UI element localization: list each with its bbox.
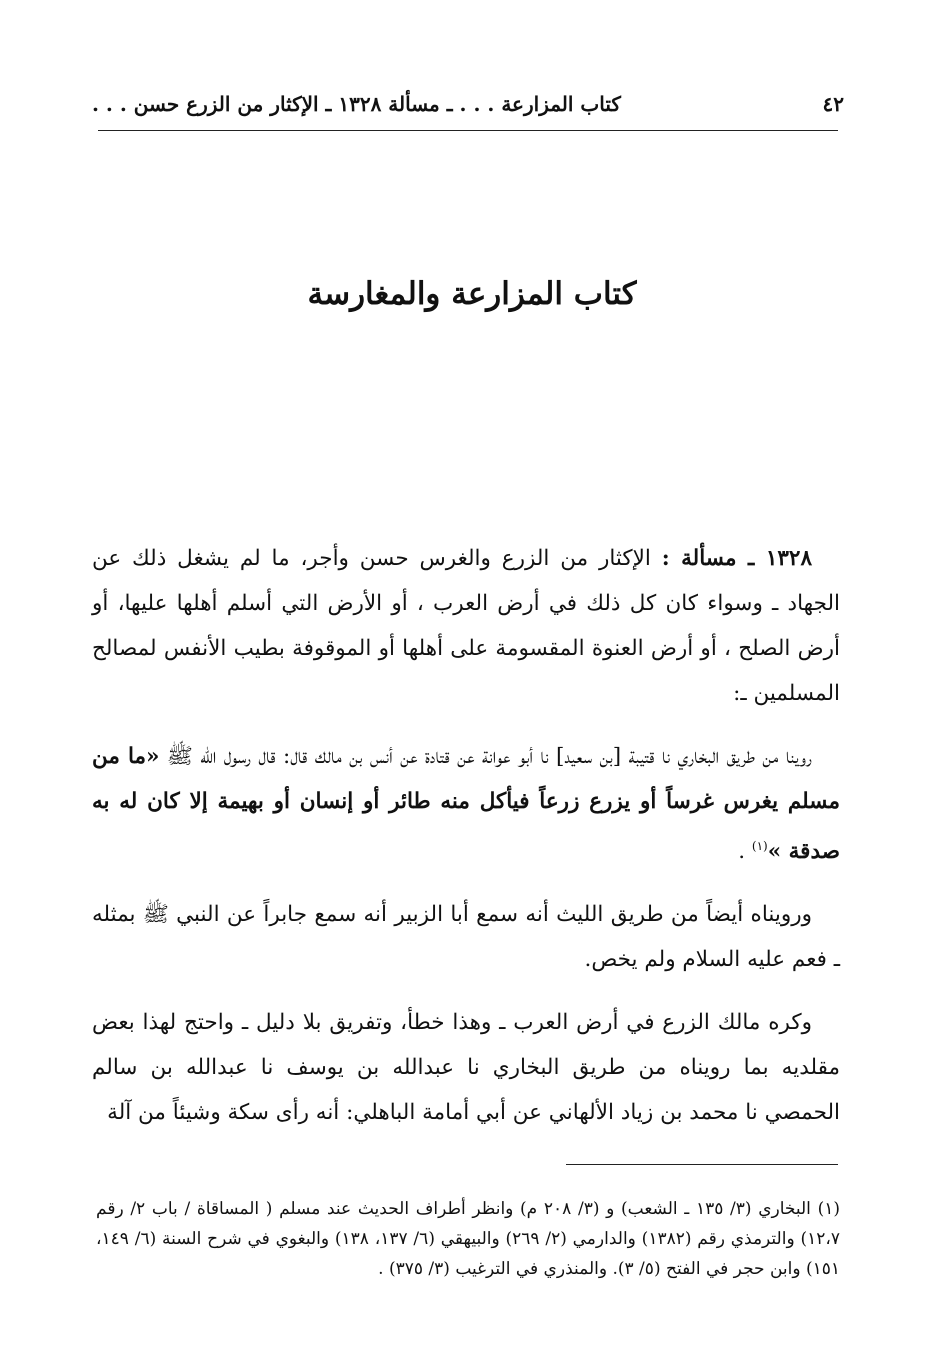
paragraph-2-end: . xyxy=(738,839,752,865)
running-header xyxy=(92,86,844,122)
paragraph-3: ورويناه أيضاً من طريق الليث أنه سمع أبا الزبير أنه سمع جابراً عن النبي ﷺ بمثله ـ فعم عليه السلام ولم يخص. xyxy=(92,902,840,973)
footnote-ref: (١) xyxy=(751,839,768,853)
footnote-1: (١) البخاري (٣/ ١٣٥ ـ الشعب) و (٣/ ٢٠٨ م) وانظر أطراف الحديث عند مسلم ( المساقاة / باب ٢/ رقم ١٢،٧) والترمذي رقم (١٣٨٢) والدارمي (٢/ ٢٦٩) والبيهقي (٦/ ١٣٧، ١٣٨) والبغوي في شرح السنة (٦/ ١٤٩، ١٥١) وابن حجر في الفتح (٥/ ٣). والمنذري في الترغيب (٣/ ٣٧٥) . xyxy=(96,1199,840,1279)
page-number: ٤٢ xyxy=(822,92,844,116)
footnotes xyxy=(96,1194,840,1284)
hadith-quote: «ما من مسلم يغرس غرساً أو يزرع زرعاً فيأكل منه طائر أو إنسان أو بهيمة إلا كان له به صدقة » xyxy=(92,744,840,865)
paragraph-1 xyxy=(92,536,840,716)
paragraph-1-text: الإكثار من الزرع والغرس حسن وأجر، ما لم يشغل ذلك عن الجهاد ـ وسواء كان كل ذلك في أرض العرب ، أو الأرض التي أسلم أهلها عليها، أو أرض الصلح ، أو أرض العنوة المقسومة على أهلها أو الموقوفة بطيب الأنفس لمصالح المسلمين ـ: xyxy=(92,546,840,706)
paragraph-4: وكره مالك الزرع في أرض العرب ـ وهذا خطأ، وتفريق بلا دليل ـ واحتج لهذا بعض مقلديه بما رويناه من طريق البخاري نا عبدالله بن يوسف نا عبدالله بن سالم الحمصي نا محمد بن زياد الألهاني عن أبي أمامة الباهلي: أنه رأى سكة وشيئاً من آلة xyxy=(92,1010,840,1126)
header-rule xyxy=(98,130,838,131)
paragraph-2-text: روينا من طريق البخاري نا قتيبة [بن سعيد] نا أبو عوانة عن قتادة عن أنس بن مالك قال: قال رسول الله ﷺ xyxy=(159,744,812,769)
running-title: كتاب المزارعة . . . ـ مسألة ١٣٢٨ ـ الإكثار من الزرع حسن . . . xyxy=(92,92,621,116)
paragraph-2 xyxy=(92,734,840,874)
issue-number-lead: ١٣٢٨ ـ مسألة : xyxy=(661,546,813,571)
chapter-title: كتاب المزارعة والمغارسة xyxy=(307,276,637,312)
body-text xyxy=(92,536,840,1153)
footnote-rule xyxy=(566,1164,838,1165)
